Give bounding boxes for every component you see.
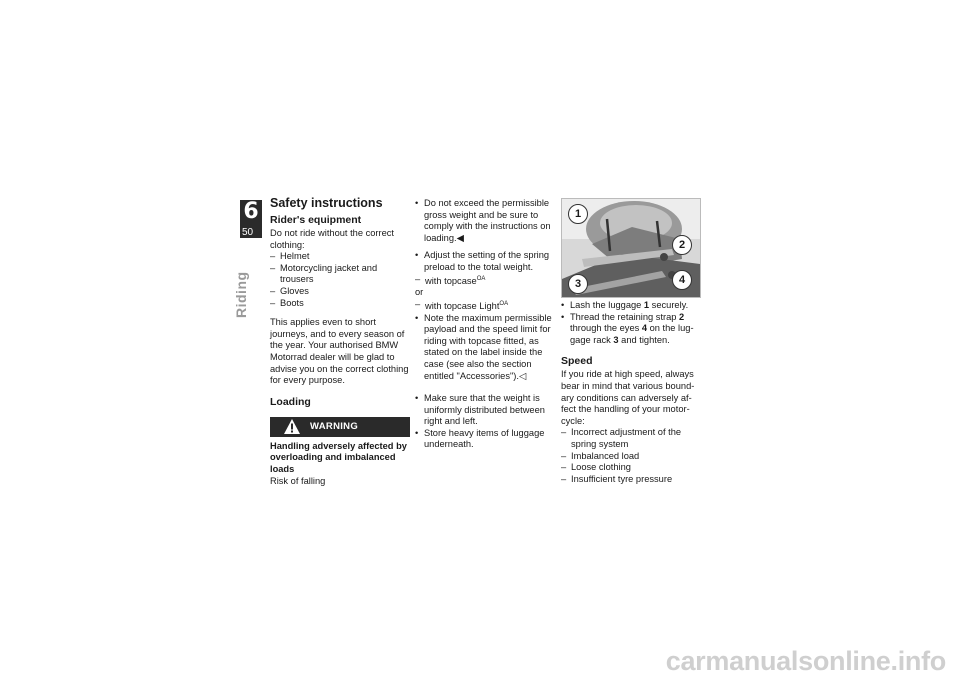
list-item: – with topcase$^{OA}$ [415, 274, 555, 288]
warning-text: Risk of falling [270, 475, 326, 486]
page-title: Safety instructions [270, 196, 383, 210]
list-item: – Imbalanced load [561, 451, 701, 463]
list-item: – Incorrect adjustment of the spring system [561, 427, 701, 450]
list-item: • Thread the retaining strap 2 through the eyes 4 on the luggage rack 3 and tighten. [561, 312, 701, 347]
column-3 [561, 198, 701, 485]
list-item: – Motorcycling jacket and trousers [270, 263, 410, 286]
watermark: carmanualsonline.info [665, 646, 946, 676]
list-item: – Insufficient tyre pressure [561, 474, 701, 486]
column-1 [270, 196, 410, 487]
list-item: – Gloves [270, 286, 410, 298]
list-item: • Store heavy items of luggage underneath. [415, 428, 555, 451]
warning-icon [284, 419, 300, 438]
riders-equipment-heading: Rider's equipment [270, 214, 362, 226]
speed-paragraph: If you ride at high speed, always bear in mind that various boundary conditions can adversely affect the handling of your motorcycle: [561, 369, 695, 426]
list-item: • Lash the luggage 1 securely. [561, 300, 701, 312]
callout-2: 2 [672, 235, 692, 255]
warning-label: WARNING [310, 420, 359, 432]
topcase-list-2 [415, 299, 555, 313]
callout-4: 4 [672, 270, 692, 290]
list-item: • Note the maximum permissible payload and the speed limit for riding with topcase fitted, as stated on the label inside the case (see also the section entitled "Accessories").◁ [415, 313, 555, 383]
list-item: • Make sure that the weight is uniformly distributed between right and left. [415, 393, 555, 428]
list-item: – Loose clothing [561, 462, 701, 474]
column-2 [415, 198, 555, 451]
warning-heading: Handling adversely affected by overloading and imbalanced loads [270, 440, 407, 474]
list-item: • Adjust the setting of the spring preload to the total weight. [415, 250, 555, 273]
list-item: – Helmet [270, 251, 410, 263]
page-number: 50 [242, 227, 254, 238]
loading-list-1 [415, 198, 555, 274]
list-item: – Boots [270, 298, 410, 310]
callout-1: 1 [568, 204, 588, 224]
or-text: or [415, 287, 424, 298]
riders-paragraph: This applies even to short journeys, and to every season of the year. Your authorised BMW Motorrad dealer will be glad to advise you on the correct clothing for every purpose. [270, 317, 409, 386]
speed-heading: Speed [561, 355, 593, 368]
list-item: • Do not exceed the permissible gross weight and be sure to comply with the instructions on loading.◀ [415, 198, 555, 244]
loading-list-2 [415, 313, 555, 452]
loading-heading: Loading [270, 395, 311, 408]
speed-list [561, 427, 701, 485]
list-item: – with topcase Light$^{OA}$ [415, 299, 555, 313]
chapter-label: Riding [233, 271, 249, 318]
equipment-list [270, 251, 410, 309]
riders-intro: Do not ride without the correct clothing: [270, 228, 395, 250]
luggage-photo [561, 198, 701, 298]
luggage-steps [561, 300, 701, 346]
warning-banner [270, 417, 410, 437]
topcase-list [415, 274, 555, 288]
chapter-number: 6 [243, 199, 259, 224]
callout-3: 3 [568, 274, 588, 294]
